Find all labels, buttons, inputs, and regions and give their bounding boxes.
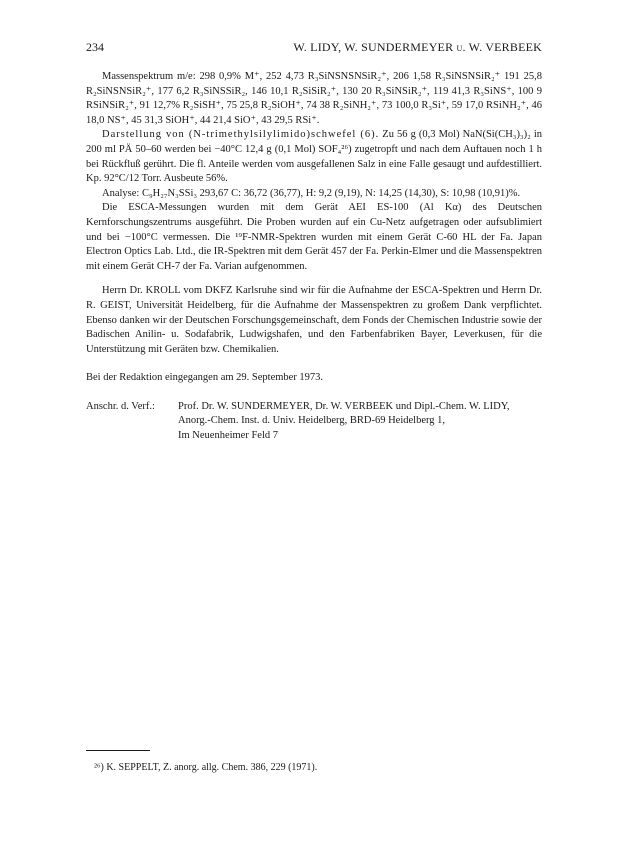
analysis-paragraph: Analyse: C₉H₂₇N₃SSi₃ 293,67 C: 36,72 (36,77), H: 9,2 (9,19), N: 14,25 (14,30), S: 10,98 (10,91)%. <box>102 187 521 199</box>
address-block <box>178 400 542 444</box>
article-body <box>86 70 542 444</box>
author-address <box>86 400 542 444</box>
esca-paragraph: Die ESCA-Messungen wurden mit dem Gerät AEI ES-100 (Al Kα) des Deutschen Kernforschungszentrums ausgeführt. Die Proben wurden auf ein Cu-Netz aufgetragen oder aufsublimiert und bei −100°C vermessen. Die ¹⁹F-NMR-Spektren wurden mit einem Gerät C-60 HL der Fa. Japan Electron Optics Lab. Ltd., die IR-Spektren mit dem Gerät 457 der Fa. Perkin-Elmer und die Massenspektren mit einem Gerät CH-7 der Fa. Varian aufgenommen. <box>86 202 542 272</box>
received-date: Bei der Redaktion eingegangen am 29. September 1973. <box>86 372 324 384</box>
address-label: Anschr. d. Verf.: <box>86 400 155 412</box>
page-header <box>86 40 542 56</box>
mass-spectrum-paragraph: Massenspektrum m/e: 298 0,9% M⁺, 252 4,73 R₃SiNSNSNSiR₂⁺, 206 1,58 R₃SiNSNSiR₂⁺ 191 25,8 R₂SiNSNSiR₂⁺, 177 6,2 R₃SiNSSiR₂, 146 10,1 R₂SiSiR₂⁺, 130 20 R₃SiNSiR₂⁺, 119 41,3 R₃SiNS⁺, 100 9 RSiNSiR₂⁺, 91 12,7% R₂SiSH⁺, 75 25,8 R₂SiOH⁺, 74 38 R₂SiNH₂⁺, 73 100,0 R₃Si⁺, 59 17,0 RSiNH₂⁺, 46 18,0 NS⁺, 45 31,3 SiOH⁺, 44 21,4 SiO⁺, 43 29,5 RSi⁺. <box>86 71 542 126</box>
footnote: ²⁶) K. SEPPELT, Z. anorg. allg. Chem. 386, 229 (1971). <box>94 762 318 773</box>
address-line: Im Neuenheimer Feld 7 <box>178 430 279 442</box>
preparation-paragraph <box>86 128 542 186</box>
footnote-divider <box>86 750 150 751</box>
page-number: 234 <box>86 40 104 54</box>
acknowledgement-paragraph: Herrn Dr. KROLL vom DKFZ Karlsruhe sind wir für die Aufnahme der ESCA-Spektren und Herrn Dr. R. GEIST, Universität Heidelberg, für die Aufnahme der Massenspektren zu großem Dank verpflichtet. Ebenso danken wir der Deutschen Forschungsgemeinschaft, dem Fonds der Chemischen Industrie sowie der Badischen Anilin- u. Sodafabrik, Ludwigshafen, und den Farbenfabriken Bayer, Leverkusen, für die Unterstützung mit Geräten bzw. Chemikalien. <box>86 285 542 355</box>
running-head: W. LIDY, W. SUNDERMEYER u. W. VERBEEK <box>293 40 542 54</box>
address-line: Prof. Dr. W. SUNDERMEYER, Dr. W. VERBEEK und Dipl.-Chem. W. LIDY, <box>178 400 510 412</box>
preparation-text: Zu 56 g (0,3 Mol) NaN(Si(CH₃)₃)₂ in 200 ml PÄ 50–60 werden bei −40°C 12,4 g (0,1 Mol) SOF₄²⁶) zugetropft und nach dem Auftauen noch 1 h bei Rückfluß gerührt. Die fl. Anteile werden vom ausgefallenen Salz in eine Falle gesaugt und aufdestilliert. Kp. 92°C/12 Torr. Ausbeute 56%. <box>86 129 542 185</box>
address-line: Anorg.-Chem. Inst. d. Univ. Heidelberg, BRD-69 Heidelberg 1, <box>178 415 446 427</box>
preparation-heading: Darstellung von (N-trimethylsilylimido)schwefel (6). <box>102 129 380 141</box>
